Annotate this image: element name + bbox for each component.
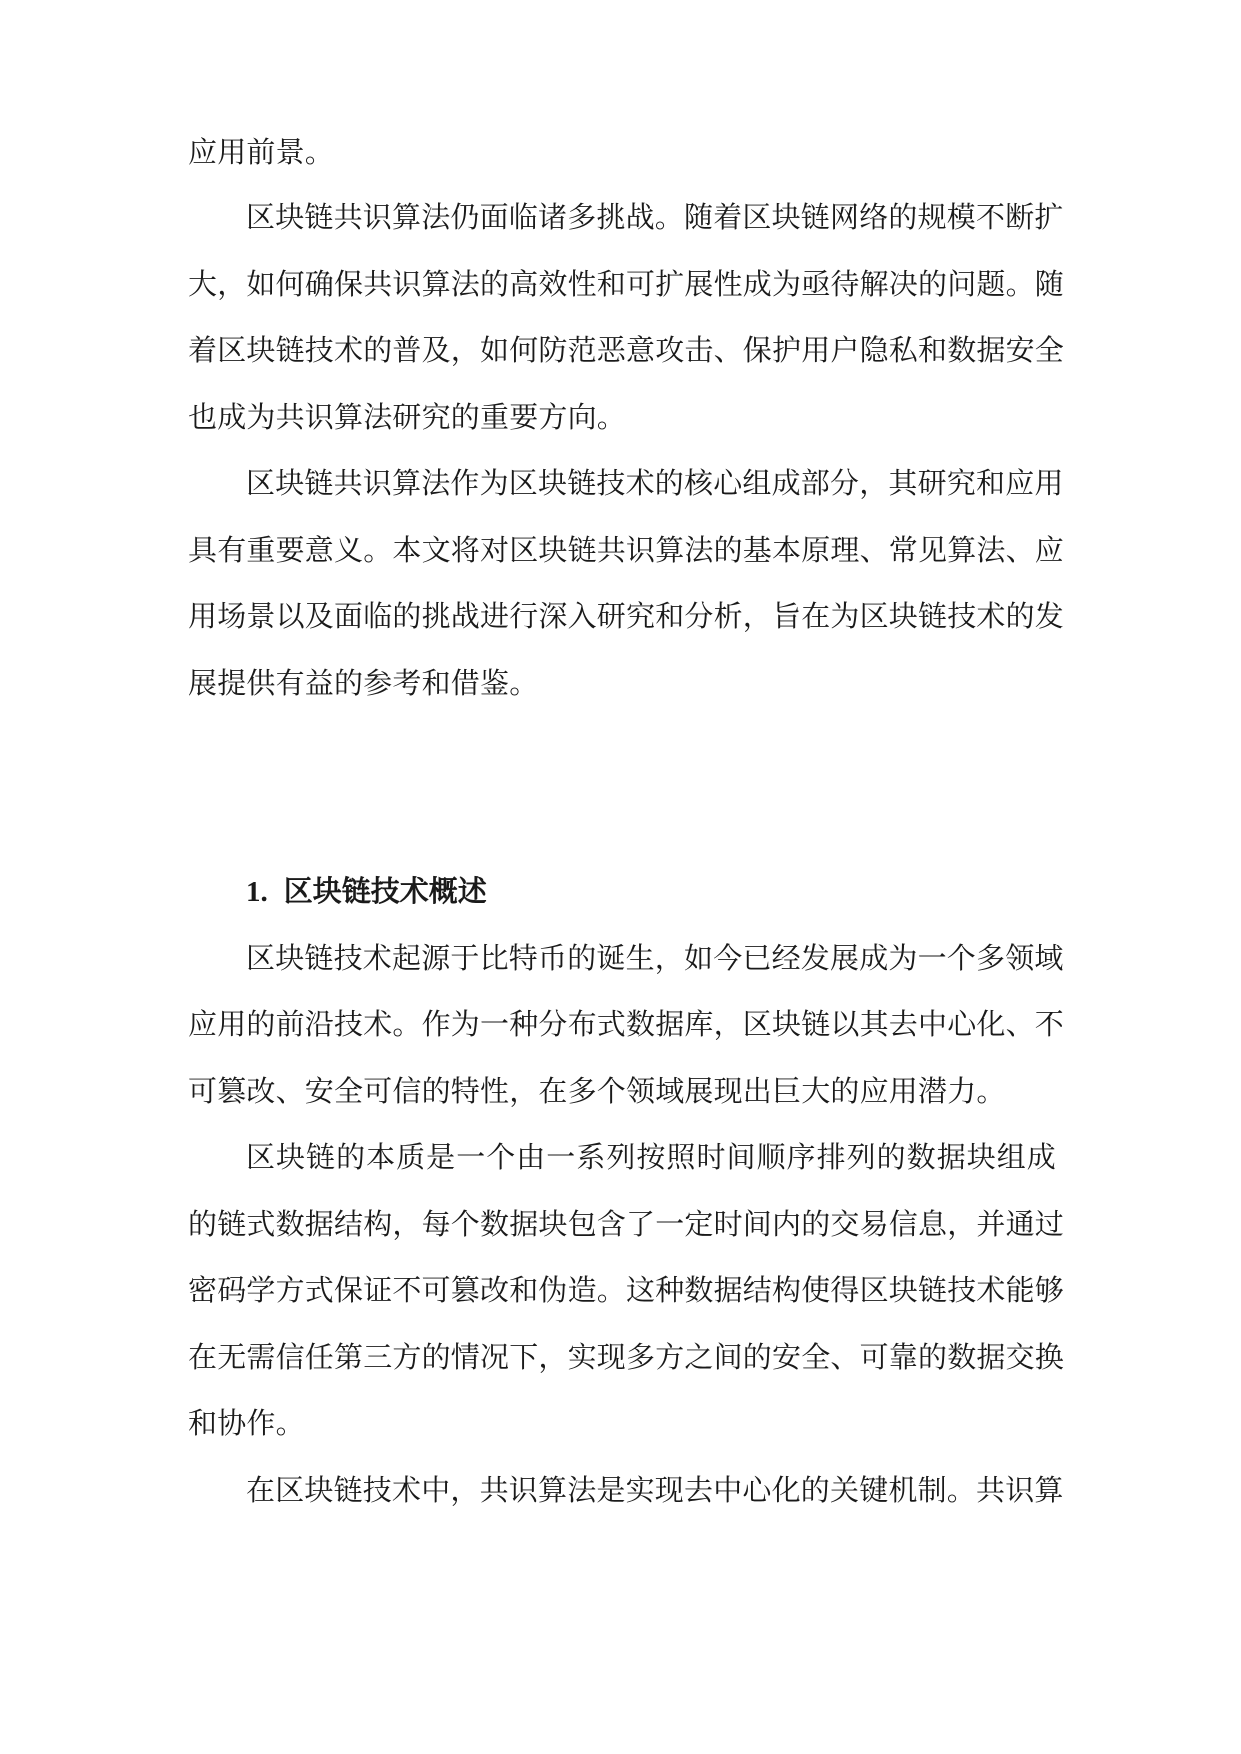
text-line: 在无需信任第三方的情况下，实现多方之间的安全、可靠的数据交换 xyxy=(188,1340,1065,1374)
text-line: 的链式数据结构，每个数据块包含了一定时间内的交易信息，并通过 xyxy=(188,1207,1065,1241)
text-line: 区块链的本质是一个由一系列按照时间顺序排列的数据块组成 xyxy=(246,1140,1056,1174)
text-line: 区块链共识算法仍面临诸多挑战。随着区块链网络的规模不断扩 xyxy=(246,200,1064,234)
text-line: 可篡改、安全可信的特性，在多个领域展现出巨大的应用潜力。 xyxy=(188,1074,1006,1108)
text-line: 区块链共识算法作为区块链技术的核心组成部分，其研究和应用 xyxy=(246,466,1064,500)
section-number: 1. xyxy=(246,876,268,908)
text-line: 大，如何确保共识算法的高效性和可扩展性成为亟待解决的问题。随 xyxy=(188,267,1065,301)
text-line: 具有重要意义。本文将对区块链共识算法的基本原理、常见算法、应 xyxy=(188,533,1065,567)
text-line: 应用的前沿技术。作为一种分布式数据库，区块链以其去中心化、不 xyxy=(188,1007,1065,1041)
section-heading xyxy=(246,871,487,911)
text-line: 在区块链技术中，共识算法是实现去中心化的关键机制。共识算 xyxy=(246,1473,1064,1507)
text-line: 用场景以及面临的挑战进行深入研究和分析，旨在为区块链技术的发 xyxy=(188,599,1065,633)
section-title: 区块链技术概述 xyxy=(283,874,487,908)
text-line: 着区块链技术的普及，如何防范恶意攻击、保护用户隐私和数据安全 xyxy=(188,333,1065,367)
text-line: 密码学方式保证不可篡改和伪造。这种数据结构使得区块链技术能够 xyxy=(188,1273,1065,1307)
text-line: 和协作。 xyxy=(188,1406,305,1440)
text-line: 区块链技术起源于比特币的诞生，如今已经发展成为一个多领域 xyxy=(246,941,1064,975)
text-line: 应用前景。 xyxy=(188,135,335,169)
text-line: 展提供有益的参考和借鉴。 xyxy=(188,666,539,700)
text-line: 也成为共识算法研究的重要方向。 xyxy=(188,400,627,434)
